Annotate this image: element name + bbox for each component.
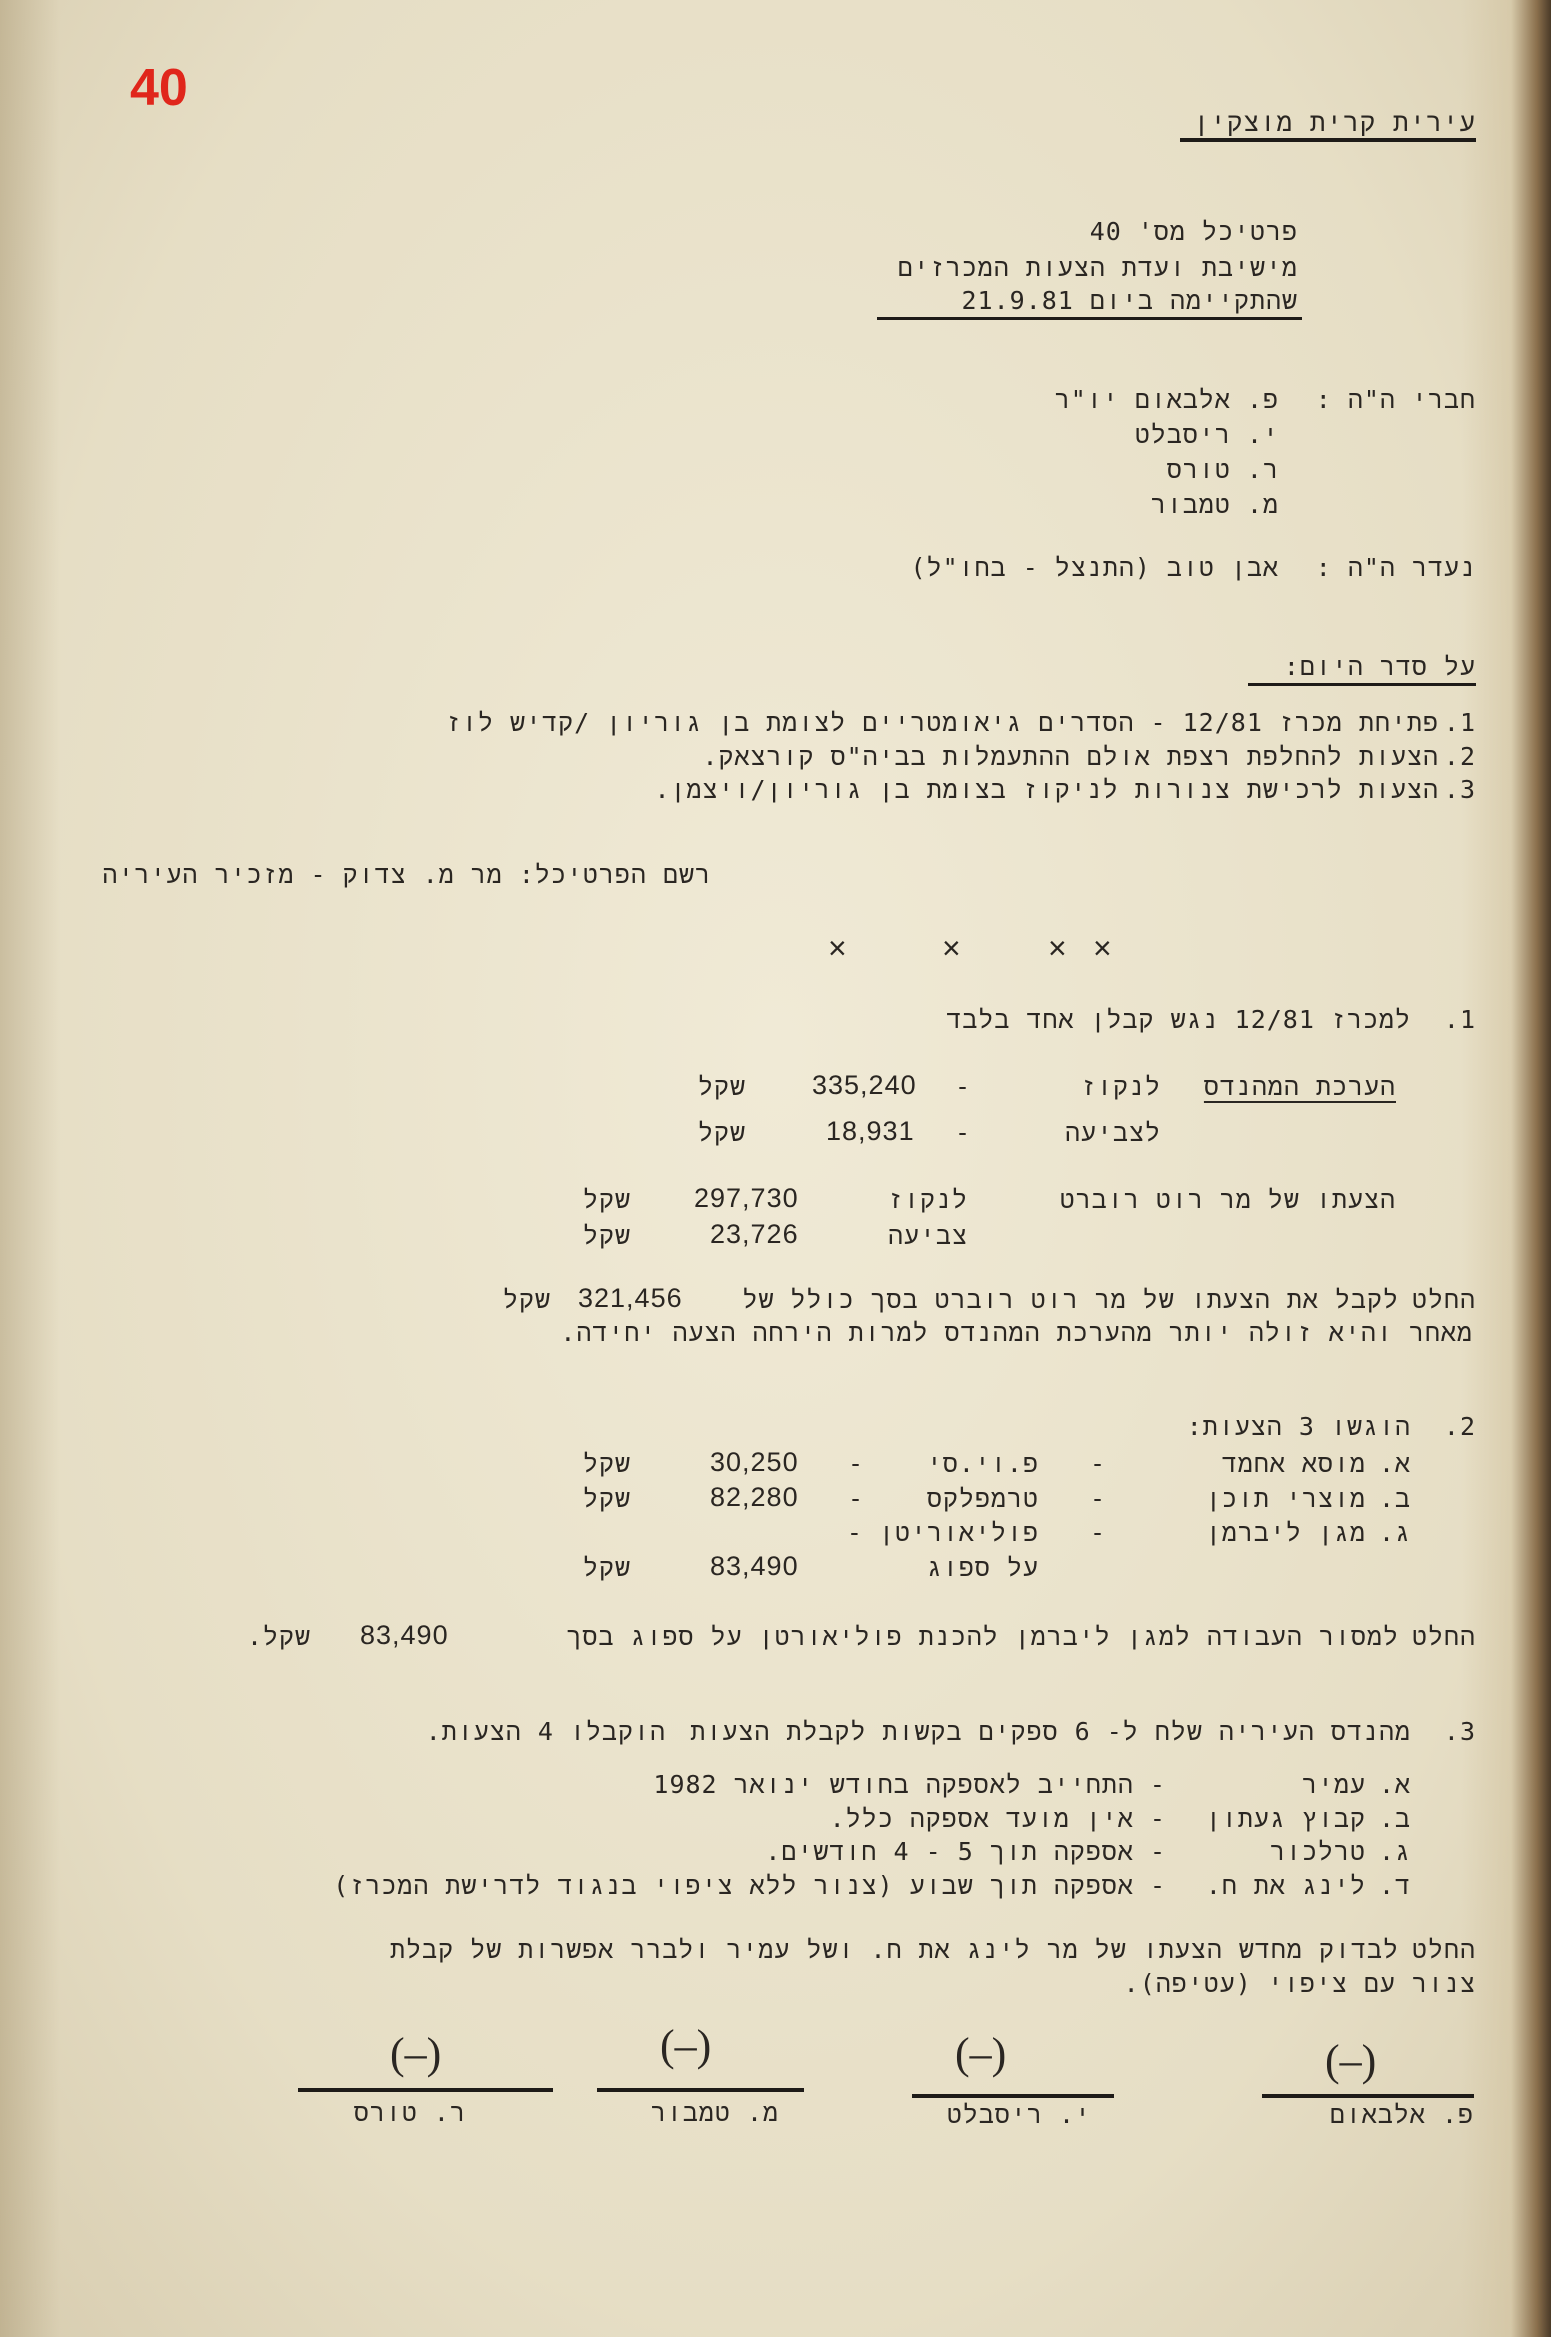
signature-mark: (–) [1325, 2036, 1377, 2085]
present-label: חברי ה"ה : [1315, 385, 1476, 414]
item1-decision-unit: שקל [502, 1285, 551, 1314]
offer-value: 82,280 [710, 1482, 799, 1512]
offer-value: 30,250 [710, 1447, 799, 1477]
protocol-number: פרטיכל מס' 40 [1089, 217, 1298, 246]
offer-dash: - [1090, 1518, 1107, 1547]
offer-row-unit: שקל [582, 1221, 631, 1250]
supplier-name: קבוץ געתון [1205, 1804, 1366, 1833]
offer-dash: - [848, 1449, 865, 1478]
present-member: מ. טמבור [1150, 490, 1279, 519]
present-member: ר. טורס [1166, 455, 1279, 484]
agenda-item: הצעות לרכישת צנורות לניקוז בצומת בן גוריון/ויצמן. [654, 775, 1439, 804]
agenda-item-number: 1. [1443, 708, 1476, 737]
protocol-committee: מישיבת ועדת הצעות המכרזים [897, 253, 1298, 282]
header-rule [877, 317, 1302, 320]
agenda-item-number: 2. [1443, 742, 1476, 771]
offer-name: מוסא אחמד [1221, 1449, 1366, 1478]
offer-unit: שקל [582, 1553, 631, 1582]
offer-letter: ג. [1378, 1518, 1411, 1547]
item2-decision-text: למסור העבודה למגן ליברמן להכנת פוליאורטן על ספוג בסך [566, 1622, 1399, 1651]
offer-row-label: צביעה [887, 1221, 968, 1250]
absent-label: נעדר ה"ה : [1315, 553, 1476, 582]
estimate-row-dash: - [955, 1118, 972, 1147]
item3-decision-text-2: צנור עם ציפוי (עטיפה). [1123, 1969, 1476, 1998]
signature-mark: (–) [390, 2029, 442, 2078]
item3-intro: מהנדס העיריה שלח ל- 6 ספקים בקשות לקבלת הצעות [690, 1717, 1411, 1746]
separator-mark: × [828, 930, 847, 966]
separator-mark: × [1048, 930, 1067, 966]
item1-intro: למכרז 12/81 נגש קבלן אחד בלבד [946, 1005, 1411, 1034]
offer-dash: - [1090, 1449, 1107, 1478]
offer-product: טרמפלקס [926, 1484, 1039, 1513]
absent-value: אבן טוב (התנצל - בחו"ל) [910, 553, 1279, 582]
supplier-letter: ד. [1378, 1871, 1411, 1900]
supplier-text: - אספקה תוך 5 - 4 חודשים. [765, 1837, 1166, 1866]
item3-number: 3. [1443, 1717, 1476, 1746]
offer-label: הצעתו של מר רוט רוברט [1059, 1185, 1396, 1214]
item2-decision-label: החלט [1411, 1622, 1476, 1651]
offer-name: מגן ליברמן [1205, 1518, 1366, 1547]
offer-unit: שקל [582, 1449, 631, 1478]
offer-dash: - [1090, 1484, 1107, 1513]
signature-line [597, 2088, 804, 2092]
engineer-estimate-label: הערכת המהנדס [1203, 1072, 1396, 1101]
item2-number: 2. [1443, 1412, 1476, 1441]
protocol-date: שהתקיימה ביום 21.9.81 [961, 286, 1298, 315]
item3-decision-label: החלט [1411, 1935, 1476, 1964]
signature-line [298, 2088, 553, 2092]
estimate-row-unit: שקל [697, 1118, 746, 1147]
item1-decision-amount: 321,456 [578, 1283, 683, 1313]
offer-name: מוצרי תוכן [1205, 1484, 1366, 1513]
item1-number: 1. [1443, 1005, 1476, 1034]
signature-name: פ. אלבאום [1329, 2100, 1474, 2129]
supplier-letter: ג. [1378, 1837, 1411, 1866]
offer-row-value: 23,726 [710, 1219, 799, 1249]
offer-letter: ב. [1378, 1484, 1411, 1513]
offer-product: פ.וי.סי [926, 1449, 1039, 1478]
agenda-item: פתיחת מכרז 12/81 - הסדרים גיאומטריים לצומת בן גוריון /קדיש לוז [446, 708, 1439, 737]
present-member: י. ריסבלט [1134, 420, 1279, 449]
item1-decision-text-2: מאחר והיא זולה יותר מהערכת המהנדס למרות הירחה הצעה יחידה. [560, 1318, 1473, 1347]
signature-name: ר. טורס [353, 2098, 466, 2127]
signature-name: מ. טמבור [650, 2098, 779, 2127]
item2-decision-unit: שקל. [246, 1622, 311, 1651]
offer-dash: - [848, 1484, 865, 1513]
supplier-name: עמיר [1301, 1770, 1366, 1799]
agenda-item: הצעות להחלפת רצפת אולם ההתעמלות בביה"ס קורצאק. [702, 742, 1439, 771]
estimate-row-label: לצביעה [1064, 1118, 1161, 1147]
item3-intro-result: הוקבלו 4 הצעות. [425, 1717, 666, 1746]
offer-product: פוליאוריטן - [846, 1518, 1039, 1547]
signature-line [912, 2094, 1114, 2098]
present-member: פ. אלבאום יו"ר [1054, 385, 1279, 414]
offer-letter: א. [1378, 1449, 1411, 1478]
supplier-letter: א. [1378, 1770, 1411, 1799]
recorder-line: רשם הפרטיכל: מר מ. צדוק - מזכיר העיריה [102, 860, 711, 889]
signature-mark: (–) [660, 2021, 712, 2070]
estimate-row-unit: שקל [697, 1072, 746, 1101]
supplier-text: - אספקה תוך שבוע (צנור ללא ציפוי בנגוד לדרישת המכרז) [333, 1871, 1166, 1900]
offer-row-label: לנקוז [887, 1185, 968, 1214]
supplier-name: טרלכור [1269, 1837, 1366, 1866]
item1-decision-text: לקבל את הצעתו של מר רוט רוברט בסך כולל של [742, 1285, 1399, 1314]
signature-mark: (–) [955, 2029, 1007, 2078]
estimate-row-dash: - [955, 1072, 972, 1101]
supplier-name: לינג את ח. [1205, 1871, 1366, 1900]
item1-decision-label: החלט [1411, 1285, 1476, 1314]
offer-value: 83,490 [710, 1551, 799, 1581]
item2-intro: הוגשו 3 הצעות: [1186, 1412, 1411, 1441]
item3-decision-text: לבדוק מחדש הצעתו של מר לינג את ח. ושל עמיר ולברר אפשרות של קבלת [390, 1935, 1399, 1964]
agenda-title-rule [1248, 683, 1476, 686]
item2-decision-amount: 83,490 [360, 1620, 449, 1650]
separator-mark: × [942, 930, 961, 966]
offer-unit: שקל [582, 1484, 631, 1513]
supplier-text: - אין מועד אספקה כלל. [829, 1804, 1166, 1833]
estimate-row-value: 335,240 [812, 1070, 917, 1100]
offer-row-value: 297,730 [694, 1183, 799, 1213]
page-number: 40 [130, 59, 188, 117]
separator-mark: × [1093, 930, 1112, 966]
estimate-row-value: 18,931 [826, 1116, 915, 1146]
signature-line [1262, 2094, 1474, 2098]
supplier-letter: ב. [1378, 1804, 1411, 1833]
offer-product-2: על ספוג [926, 1553, 1039, 1582]
offer-row-unit: שקל [582, 1185, 631, 1214]
letterhead: עירית קרית מוצקין [1193, 108, 1476, 138]
agenda-title: על סדר היום: [1283, 652, 1476, 681]
estimate-row-label: לנקוז [1080, 1072, 1161, 1101]
supplier-text: - התחייב לאספקה בחודש ינואר 1982 [653, 1770, 1166, 1799]
letterhead-rule [1180, 138, 1476, 142]
signature-name: י. ריסבלט [946, 2100, 1091, 2129]
agenda-item-number: 3. [1443, 775, 1476, 804]
